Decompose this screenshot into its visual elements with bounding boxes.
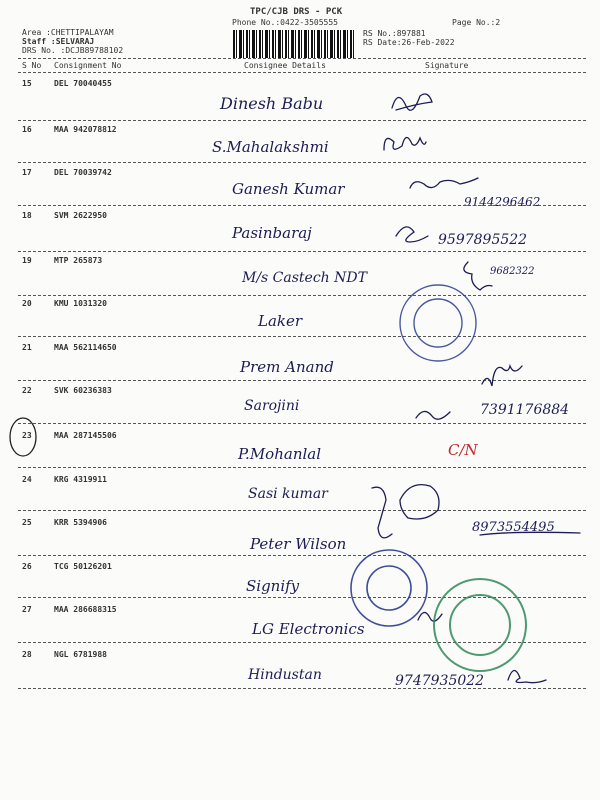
- row-sno: 24: [22, 475, 32, 484]
- column-sno: S No: [22, 61, 42, 70]
- phone-note: 8973554495: [472, 520, 555, 535]
- area-label: Area :CHETTIPALAYAM: [22, 28, 114, 37]
- row-sno: 15: [22, 79, 32, 88]
- row-consignment: DEL 70040455: [54, 79, 112, 88]
- consignee-name: Signify: [246, 577, 300, 595]
- row-sno: 18: [22, 211, 32, 220]
- row-consignment: KRG 4319911: [54, 475, 107, 484]
- row-sno: 23: [22, 431, 32, 440]
- signature-24a: [372, 487, 392, 538]
- row-sno: 21: [22, 343, 32, 352]
- phone-note: 9747935022: [395, 673, 485, 689]
- circle-annotation: [10, 418, 36, 456]
- row-sno: 27: [22, 605, 32, 614]
- row-sno: 16: [22, 125, 32, 134]
- consignee-name: P.Mohanlal: [238, 445, 322, 463]
- rs-date: RS Date:26-Feb-2022: [363, 38, 455, 47]
- row-sno: 22: [22, 386, 32, 395]
- column-consignee: Consignee Details: [244, 61, 326, 70]
- row-sno: 19: [22, 256, 32, 265]
- consignee-name: S.Mahalakshmi: [212, 138, 329, 156]
- signature-19: [464, 262, 492, 290]
- row-sno: 20: [22, 299, 32, 308]
- row-consignment: MTP 265873: [54, 256, 103, 265]
- lg-stamp-inner: [450, 595, 510, 655]
- phone-note: 9597895522: [438, 232, 528, 248]
- consignee-name: Hindustan: [248, 667, 322, 683]
- row-sno: 26: [22, 562, 32, 571]
- column-signature: Signature: [425, 61, 469, 70]
- row-consignment: SVK 60236383: [54, 386, 112, 395]
- document-title: TPC/CJB DRS - PCK: [250, 7, 343, 17]
- column-consignment: Consignment No: [54, 61, 122, 70]
- row-consignment: MAA 286688315: [54, 605, 117, 614]
- phone-note: 9144296462: [464, 195, 541, 209]
- consignee-name: Peter Wilson: [250, 535, 347, 553]
- row-consignment: DEL 70039742: [54, 168, 112, 177]
- row-consignment: KMU 1031320: [54, 299, 107, 308]
- page-number: Page No.:2: [452, 18, 501, 27]
- signature-27: [418, 612, 442, 621]
- phone-number: Phone No.:0422-3505555: [232, 18, 338, 27]
- row-sno: 25: [22, 518, 32, 527]
- signature-17: [410, 178, 478, 188]
- signify-stamp-outer: [351, 550, 427, 626]
- consignee-name: Ganesh Kumar: [232, 180, 345, 198]
- signature-18: [396, 227, 428, 242]
- phone-note: 7391176884: [480, 402, 570, 418]
- consignee-name: Pasinbaraj: [232, 224, 312, 242]
- signature-24b: [400, 485, 439, 519]
- consignee-name: M/s Castech NDT: [242, 270, 367, 286]
- row-consignment: MAA 287145506: [54, 431, 117, 440]
- signature-28: [508, 670, 546, 682]
- drs-number: DRS No. :DCJB89788102: [22, 46, 124, 55]
- row-consignment: NGL 6781988: [54, 650, 107, 659]
- row-sno: 17: [22, 168, 32, 177]
- signature-16: [384, 137, 426, 150]
- lg-stamp-outer: [434, 579, 526, 671]
- signature-15: [392, 94, 432, 110]
- consignee-name: LG Electronics: [252, 620, 365, 638]
- signature-21: [482, 366, 522, 386]
- company-stamp-outer: [400, 285, 476, 361]
- row-sno: 28: [22, 650, 32, 659]
- company-stamp-inner: [414, 299, 462, 347]
- consignee-name: Sarojini: [244, 398, 300, 414]
- consignee-name: Prem Anand: [240, 358, 334, 376]
- phone-note: 9682322: [490, 266, 535, 277]
- row-consignment: TCG 50126201: [54, 562, 112, 571]
- cn-note: C/N: [448, 441, 478, 459]
- row-consignment: SVM 2622950: [54, 211, 107, 220]
- signature-25-line: [480, 532, 580, 535]
- row-consignment: MAA 562114650: [54, 343, 117, 352]
- row-consignment: KRR 5394906: [54, 518, 107, 527]
- consignee-name: Laker: [258, 312, 303, 330]
- signify-stamp-inner: [367, 566, 411, 610]
- signature-22: [416, 411, 450, 419]
- consignee-name: Sasi kumar: [248, 486, 328, 502]
- staff-label: Staff :SELVARAJ: [22, 37, 95, 46]
- consignee-name: Dinesh Babu: [220, 94, 324, 113]
- row-consignment: MAA 942078812: [54, 125, 117, 134]
- rs-number: RS No.:897881: [363, 29, 426, 38]
